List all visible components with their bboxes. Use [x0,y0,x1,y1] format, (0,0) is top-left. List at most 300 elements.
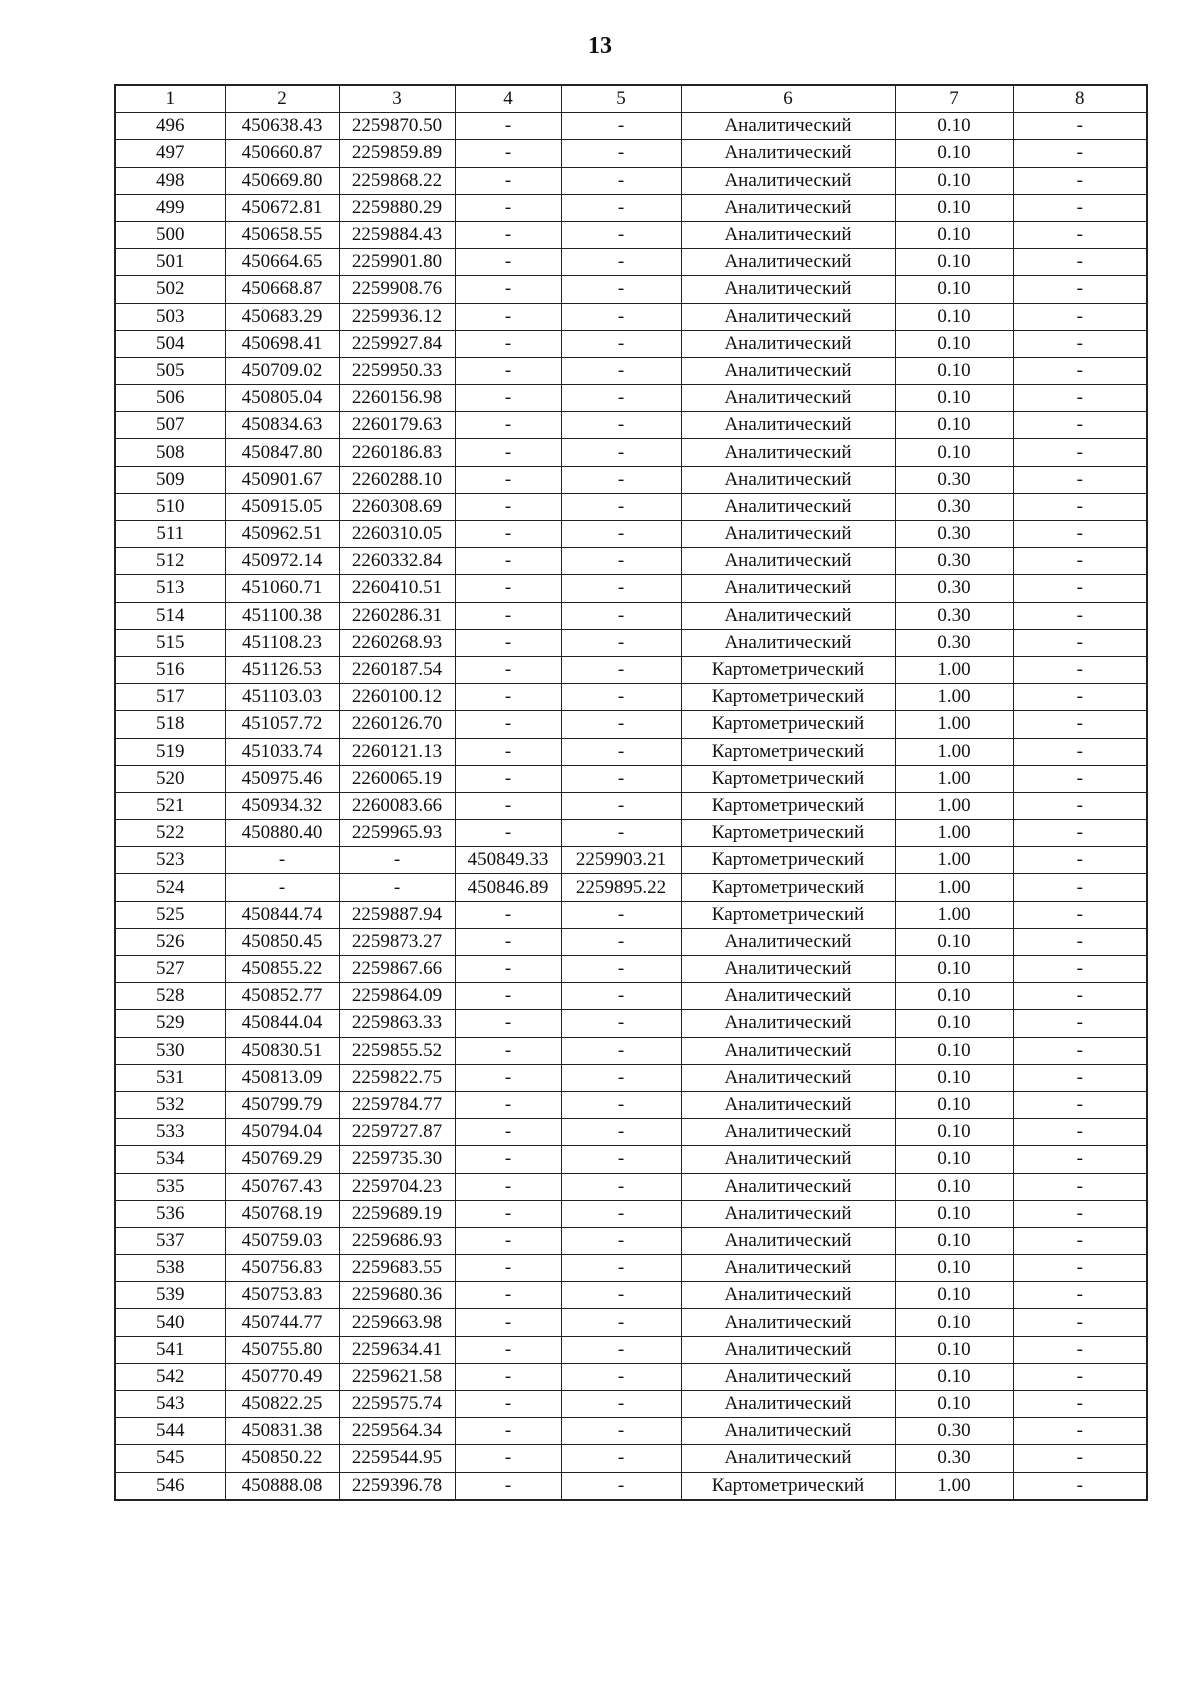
method-cell: Аналитический [681,1309,895,1336]
note-cell: - [1013,140,1147,167]
note-cell: - [1013,1472,1147,1500]
y-new-coordinate-cell: - [561,629,681,656]
table-row [115,303,1147,330]
y-coordinate-cell: 2259396.78 [339,1472,455,1500]
y-new-coordinate-cell: - [561,330,681,357]
method-cell: Картометрический [681,874,895,901]
x-coordinate-cell: 450813.09 [225,1064,339,1091]
point-number-cell: 497 [115,140,225,167]
note-cell: - [1013,1418,1147,1445]
x-coordinate-cell: 450934.32 [225,792,339,819]
point-number-cell: 501 [115,249,225,276]
note-cell: - [1013,1309,1147,1336]
table-row [115,1119,1147,1146]
note-cell: - [1013,385,1147,412]
accuracy-cell: 1.00 [895,656,1013,683]
y-coordinate-cell: 2259680.36 [339,1282,455,1309]
x-coordinate-cell: 450709.02 [225,357,339,384]
method-cell: Аналитический [681,928,895,955]
note-cell: - [1013,1391,1147,1418]
x-new-coordinate-cell: - [455,1391,561,1418]
point-number-cell: 533 [115,1119,225,1146]
y-new-coordinate-cell: - [561,167,681,194]
table-row [115,439,1147,466]
x-coordinate-cell: 451108.23 [225,629,339,656]
x-coordinate-cell: 450850.45 [225,928,339,955]
method-cell: Картометрический [681,847,895,874]
method-cell: Аналитический [681,167,895,194]
note-cell: - [1013,575,1147,602]
x-coordinate-cell: 450769.29 [225,1146,339,1173]
y-coordinate-cell: 2260121.13 [339,738,455,765]
x-coordinate-cell: 451100.38 [225,602,339,629]
note-cell: - [1013,847,1147,874]
y-coordinate-cell: 2259887.94 [339,901,455,928]
method-cell: Аналитический [681,629,895,656]
y-coordinate-cell: 2259822.75 [339,1064,455,1091]
y-new-coordinate-cell: - [561,1472,681,1500]
x-new-coordinate-cell: - [455,167,561,194]
y-new-coordinate-cell: - [561,412,681,439]
table-row [115,874,1147,901]
y-coordinate-cell: 2260286.31 [339,602,455,629]
point-number-cell: 541 [115,1336,225,1363]
point-number-cell: 502 [115,276,225,303]
note-cell: - [1013,738,1147,765]
table-row [115,1091,1147,1118]
accuracy-cell: 0.10 [895,1255,1013,1282]
method-cell: Аналитический [681,303,895,330]
point-number-cell: 506 [115,385,225,412]
point-number-cell: 496 [115,113,225,140]
point-number-cell: 545 [115,1445,225,1472]
accuracy-cell: 0.10 [895,221,1013,248]
point-number-cell: 508 [115,439,225,466]
accuracy-cell: 1.00 [895,792,1013,819]
y-new-coordinate-cell: - [561,1445,681,1472]
y-new-coordinate-cell: - [561,249,681,276]
x-new-coordinate-cell: - [455,792,561,819]
x-new-coordinate-cell: - [455,684,561,711]
method-cell: Картометрический [681,765,895,792]
x-new-coordinate-cell: - [455,1363,561,1390]
note-cell: - [1013,1010,1147,1037]
accuracy-cell: 0.10 [895,1146,1013,1173]
x-new-coordinate-cell: - [455,1200,561,1227]
method-cell: Аналитический [681,1255,895,1282]
method-cell: Аналитический [681,412,895,439]
x-coordinate-cell: - [225,874,339,901]
x-coordinate-cell: 451060.71 [225,575,339,602]
x-coordinate-cell: 450698.41 [225,330,339,357]
accuracy-cell: 0.10 [895,1173,1013,1200]
x-coordinate-cell: 450660.87 [225,140,339,167]
y-new-coordinate-cell: - [561,1418,681,1445]
accuracy-cell: 0.30 [895,575,1013,602]
y-coordinate-cell: 2259544.95 [339,1445,455,1472]
y-coordinate-cell: 2260065.19 [339,765,455,792]
table-body [115,113,1147,1500]
x-coordinate-cell: 450972.14 [225,548,339,575]
table-row [115,575,1147,602]
point-number-cell: 522 [115,820,225,847]
method-cell: Аналитический [681,1418,895,1445]
y-coordinate-cell: 2259863.33 [339,1010,455,1037]
method-cell: Аналитический [681,1091,895,1118]
y-new-coordinate-cell: - [561,1064,681,1091]
table-row [115,466,1147,493]
point-number-cell: 505 [115,357,225,384]
point-number-cell: 528 [115,983,225,1010]
point-number-cell: 504 [115,330,225,357]
method-cell: Аналитический [681,194,895,221]
x-new-coordinate-cell: - [455,1255,561,1282]
x-coordinate-cell: 450975.46 [225,765,339,792]
note-cell: - [1013,1336,1147,1363]
x-coordinate-cell: 450805.04 [225,385,339,412]
x-new-coordinate-cell: - [455,656,561,683]
note-cell: - [1013,1227,1147,1254]
point-number-cell: 513 [115,575,225,602]
method-cell: Аналитический [681,548,895,575]
x-coordinate-cell: 451033.74 [225,738,339,765]
table-row [115,521,1147,548]
x-coordinate-cell: 450855.22 [225,956,339,983]
x-coordinate-cell: 450844.74 [225,901,339,928]
x-new-coordinate-cell: - [455,575,561,602]
x-coordinate-cell: 450744.77 [225,1309,339,1336]
y-coordinate-cell: 2259634.41 [339,1336,455,1363]
column-header: 8 [1013,85,1147,113]
point-number-cell: 512 [115,548,225,575]
y-new-coordinate-cell: - [561,1391,681,1418]
note-cell: - [1013,928,1147,955]
y-new-coordinate-cell: - [561,1282,681,1309]
x-coordinate-cell: 450915.05 [225,493,339,520]
x-new-coordinate-cell: - [455,1472,561,1500]
y-new-coordinate-cell: 2259903.21 [561,847,681,874]
x-coordinate-cell: 450668.87 [225,276,339,303]
note-cell: - [1013,276,1147,303]
accuracy-cell: 0.10 [895,303,1013,330]
y-coordinate-cell: 2259965.93 [339,820,455,847]
x-coordinate-cell: 450852.77 [225,983,339,1010]
x-new-coordinate-cell: - [455,466,561,493]
note-cell: - [1013,249,1147,276]
y-new-coordinate-cell: - [561,357,681,384]
point-number-cell: 509 [115,466,225,493]
table-row [115,602,1147,629]
y-new-coordinate-cell: - [561,656,681,683]
method-cell: Аналитический [681,575,895,602]
method-cell: Аналитический [681,956,895,983]
y-new-coordinate-cell: - [561,684,681,711]
table-row [115,765,1147,792]
note-cell: - [1013,303,1147,330]
method-cell: Аналитический [681,385,895,412]
table-row [115,1146,1147,1173]
y-new-coordinate-cell: - [561,1037,681,1064]
table-row [115,1200,1147,1227]
point-number-cell: 544 [115,1418,225,1445]
y-coordinate-cell: 2259663.98 [339,1309,455,1336]
accuracy-cell: 0.10 [895,1309,1013,1336]
point-number-cell: 546 [115,1472,225,1500]
x-new-coordinate-cell: - [455,711,561,738]
accuracy-cell: 0.30 [895,629,1013,656]
table-row [115,738,1147,765]
table-row [115,820,1147,847]
x-coordinate-cell: 450962.51 [225,521,339,548]
method-cell: Аналитический [681,983,895,1010]
table-row [115,1173,1147,1200]
table-row [115,493,1147,520]
table-row [115,548,1147,575]
y-new-coordinate-cell: - [561,1363,681,1390]
x-coordinate-cell: 450830.51 [225,1037,339,1064]
method-cell: Аналитический [681,1173,895,1200]
column-header: 7 [895,85,1013,113]
note-cell: - [1013,1445,1147,1472]
y-coordinate-cell: 2260186.83 [339,439,455,466]
accuracy-cell: 0.30 [895,466,1013,493]
table-row [115,276,1147,303]
x-coordinate-cell: 450658.55 [225,221,339,248]
y-coordinate-cell: 2260308.69 [339,493,455,520]
x-new-coordinate-cell: - [455,820,561,847]
x-coordinate-cell: 450794.04 [225,1119,339,1146]
x-new-coordinate-cell: - [455,1445,561,1472]
note-cell: - [1013,1119,1147,1146]
x-coordinate-cell: 450767.43 [225,1173,339,1200]
accuracy-cell: 0.10 [895,928,1013,955]
method-cell: Картометрический [681,738,895,765]
accuracy-cell: 0.10 [895,357,1013,384]
note-cell: - [1013,1255,1147,1282]
table-row [115,1363,1147,1390]
y-coordinate-cell: - [339,847,455,874]
y-new-coordinate-cell: - [561,901,681,928]
y-new-coordinate-cell: - [561,194,681,221]
point-number-cell: 498 [115,167,225,194]
method-cell: Аналитический [681,1146,895,1173]
y-coordinate-cell: 2260332.84 [339,548,455,575]
note-cell: - [1013,1200,1147,1227]
x-new-coordinate-cell: - [455,1091,561,1118]
note-cell: - [1013,113,1147,140]
table-row [115,1227,1147,1254]
y-coordinate-cell: 2259884.43 [339,221,455,248]
note-cell: - [1013,412,1147,439]
x-coordinate-cell: 451103.03 [225,684,339,711]
method-cell: Аналитический [681,1119,895,1146]
x-new-coordinate-cell: - [455,276,561,303]
point-number-cell: 510 [115,493,225,520]
x-coordinate-cell: 450850.22 [225,1445,339,1472]
x-coordinate-cell: 450638.43 [225,113,339,140]
y-coordinate-cell: 2260100.12 [339,684,455,711]
note-cell: - [1013,765,1147,792]
method-cell: Аналитический [681,521,895,548]
point-number-cell: 500 [115,221,225,248]
point-number-cell: 521 [115,792,225,819]
method-cell: Аналитический [681,221,895,248]
method-cell: Картометрический [681,1472,895,1500]
y-coordinate-cell: 2259864.09 [339,983,455,1010]
y-new-coordinate-cell: - [561,113,681,140]
x-coordinate-cell: 450683.29 [225,303,339,330]
point-number-cell: 524 [115,874,225,901]
x-coordinate-cell: 450834.63 [225,412,339,439]
table-row [115,1064,1147,1091]
x-coordinate-cell: 450759.03 [225,1227,339,1254]
y-coordinate-cell: 2259908.76 [339,276,455,303]
y-new-coordinate-cell: - [561,602,681,629]
method-cell: Аналитический [681,140,895,167]
point-number-cell: 526 [115,928,225,955]
method-cell: Аналитический [681,249,895,276]
x-new-coordinate-cell: 450849.33 [455,847,561,874]
x-new-coordinate-cell: - [455,221,561,248]
method-cell: Аналитический [681,1445,895,1472]
x-new-coordinate-cell: - [455,194,561,221]
y-coordinate-cell: 2259867.66 [339,956,455,983]
accuracy-cell: 0.10 [895,249,1013,276]
table-row [115,194,1147,221]
point-number-cell: 538 [115,1255,225,1282]
y-coordinate-cell: 2259936.12 [339,303,455,330]
point-number-cell: 534 [115,1146,225,1173]
y-new-coordinate-cell: - [561,928,681,955]
x-new-coordinate-cell: - [455,765,561,792]
x-new-coordinate-cell: - [455,602,561,629]
y-coordinate-cell: 2259689.19 [339,1200,455,1227]
accuracy-cell: 0.10 [895,1091,1013,1118]
y-coordinate-cell: 2259704.23 [339,1173,455,1200]
y-coordinate-cell: - [339,874,455,901]
method-cell: Картометрический [681,711,895,738]
x-new-coordinate-cell: - [455,629,561,656]
table-row [115,684,1147,711]
y-coordinate-cell: 2260310.05 [339,521,455,548]
method-cell: Аналитический [681,439,895,466]
point-number-cell: 543 [115,1391,225,1418]
note-cell: - [1013,874,1147,901]
table-row [115,221,1147,248]
x-coordinate-cell: 450770.49 [225,1363,339,1390]
x-coordinate-cell: 450888.08 [225,1472,339,1500]
column-header: 5 [561,85,681,113]
point-number-cell: 519 [115,738,225,765]
method-cell: Аналитический [681,493,895,520]
accuracy-cell: 1.00 [895,711,1013,738]
accuracy-cell: 0.10 [895,412,1013,439]
method-cell: Аналитический [681,466,895,493]
accuracy-cell: 0.10 [895,276,1013,303]
x-new-coordinate-cell: - [455,983,561,1010]
accuracy-cell: 1.00 [895,738,1013,765]
table-row [115,412,1147,439]
y-new-coordinate-cell: - [561,738,681,765]
table-row [115,1309,1147,1336]
table-row [115,1336,1147,1363]
y-new-coordinate-cell: - [561,548,681,575]
accuracy-cell: 0.10 [895,1391,1013,1418]
accuracy-cell: 0.30 [895,1445,1013,1472]
accuracy-cell: 0.10 [895,1336,1013,1363]
x-coordinate-cell: 450664.65 [225,249,339,276]
method-cell: Аналитический [681,1363,895,1390]
accuracy-cell: 1.00 [895,901,1013,928]
table-row [115,1418,1147,1445]
y-coordinate-cell: 2259859.89 [339,140,455,167]
x-new-coordinate-cell: - [455,956,561,983]
note-cell: - [1013,439,1147,466]
x-coordinate-cell: - [225,847,339,874]
accuracy-cell: 0.10 [895,167,1013,194]
y-coordinate-cell: 2259880.29 [339,194,455,221]
table-row [115,167,1147,194]
table-row [115,1010,1147,1037]
y-new-coordinate-cell: - [561,575,681,602]
y-coordinate-cell: 2259870.50 [339,113,455,140]
accuracy-cell: 1.00 [895,820,1013,847]
table-row [115,847,1147,874]
method-cell: Аналитический [681,1010,895,1037]
x-new-coordinate-cell: 450846.89 [455,874,561,901]
accuracy-cell: 0.10 [895,983,1013,1010]
method-cell: Аналитический [681,357,895,384]
x-new-coordinate-cell: - [455,548,561,575]
note-cell: - [1013,167,1147,194]
y-coordinate-cell: 2259727.87 [339,1119,455,1146]
table-row [115,1472,1147,1500]
accuracy-cell: 0.10 [895,1119,1013,1146]
point-number-cell: 532 [115,1091,225,1118]
x-new-coordinate-cell: - [455,1418,561,1445]
point-number-cell: 539 [115,1282,225,1309]
point-number-cell: 537 [115,1227,225,1254]
y-coordinate-cell: 2259901.80 [339,249,455,276]
table-row [115,792,1147,819]
table-row [115,385,1147,412]
accuracy-cell: 1.00 [895,1472,1013,1500]
method-cell: Картометрический [681,792,895,819]
point-number-cell: 542 [115,1363,225,1390]
point-number-cell: 530 [115,1037,225,1064]
note-cell: - [1013,521,1147,548]
note-cell: - [1013,1282,1147,1309]
note-cell: - [1013,983,1147,1010]
y-new-coordinate-cell: - [561,1309,681,1336]
y-new-coordinate-cell: - [561,1091,681,1118]
y-coordinate-cell: 2259950.33 [339,357,455,384]
point-number-cell: 523 [115,847,225,874]
column-header: 4 [455,85,561,113]
point-number-cell: 520 [115,765,225,792]
point-number-cell: 499 [115,194,225,221]
y-new-coordinate-cell: - [561,276,681,303]
column-header: 3 [339,85,455,113]
accuracy-cell: 0.10 [895,140,1013,167]
y-coordinate-cell: 2259683.55 [339,1255,455,1282]
y-coordinate-cell: 2260268.93 [339,629,455,656]
y-new-coordinate-cell: - [561,711,681,738]
note-cell: - [1013,956,1147,983]
point-number-cell: 525 [115,901,225,928]
x-new-coordinate-cell: - [455,1173,561,1200]
y-new-coordinate-cell: - [561,1336,681,1363]
